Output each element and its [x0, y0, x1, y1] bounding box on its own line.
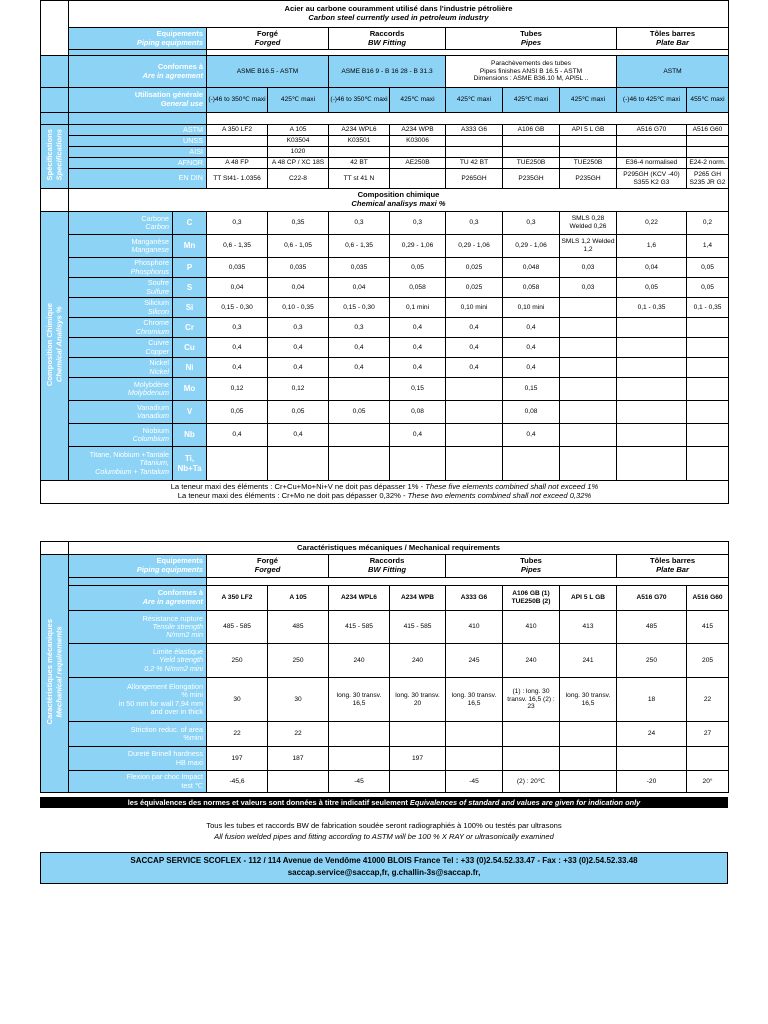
specifications-section: Spécifications Specifications ASTM A 350 LF2 A 105 A234 WPL6 A234 WPB A333 G6 A106 GB API 5 L GB A516 G70 A516 G60 UNSS K03504 K03501 K03006 AISI 1020 AFNOR A 48 FP A 48 CP / XC 18S 42 BT AE250B TU 42 BT TUE250B TUE250B E36-4 normalised E24-2 norm. EN DIN TT St41- 1.0356 C22-8 TT st 41 N P265GH P235GH P235GH P295GH (KCV -40) S355 K2 G3 P265 GH S235 JR G2 — [41, 125, 729, 189]
fitting-header: Raccords BW Fitting — [329, 555, 446, 578]
general-use-label: Utilisation générale General use — [69, 88, 207, 113]
forged-header: Forgé Forged — [207, 555, 329, 578]
forged-header: Forgé Forged — [207, 28, 329, 50]
composition-section: Composition Chimique Chemical Analisys % Carbone Carbon C 0,3 0,35 0,3 0,3 0,3 0,3 SMLS 0,28 Welded 0,26 0,22 0,2 Manganèse Manganese Mn 0,6 - 1,35 0,6 - 1,05 0,6 - 1,35 0,29 - 1,06 0,29 - 1,06 0,29 - 1,06 SMLS 1,2 Welded 1,2 1,6 1,4 Phosphore Phosphorus P 0,035 0,035 0,035 0,05 0,025 0,048 0,03 0,04 0,05 Soufre Sulfure S 0,04 0,04 0,04 0,058 0,025 0,058 0,03 0,05 0,05 Silicium Silicon Si 0,15 - 0,30 0,10 - 0,35 0,15 - 0,30 0,1 mini 0,10 mini 0,10 mini 0,1 - 0,35 0,1 - 0,35 Chrome Chromium Cr 0,3 0,3 0,3 0,4 0,4 0,4 Cuivre Copper Cu 0,4 0,4 0,4 0,4 0,4 0,4 Nickel Nickel Ni 0,4 0,4 0,4 0,4 0,4 0,4 Molybdène Molybdenum Mo 0,12 0,12 0,15 0,15 Vanadium Vanadium V 0,05 0,05 0,05 0,08 0,08 Niobium Columbium Nb 0,4 0,4 0,4 0,4 Titane, Niobium +Tantale Titanium, Columbium + Tantalum Ti, Nb+Ta — [41, 212, 729, 481]
grade-header: A234 WPB — [390, 586, 446, 611]
use-cell: (-)46 to 425℃ maxi — [617, 88, 687, 113]
element-label: Nickel Nickel — [69, 358, 173, 378]
spec-label: AISI — [69, 147, 207, 158]
grade-header: A516 G70 — [617, 586, 687, 611]
element-label: Manganèse Manganese — [69, 235, 173, 258]
radiography-note: Tous les tubes et raccords BW de fabrication soudée seront radiographiés à 100% ou testés par ultrasons All fusion welded pipes and fitting according to ASTM will be 100 % X RAY or ultrasonically examined — [206, 821, 562, 841]
spec-label: UNSS — [69, 136, 207, 147]
use-cell: (-)46 to 350℃ maxi — [207, 88, 268, 113]
element-label: Chrome Chromium — [69, 318, 173, 338]
conformity-pipes: Parachèvements des tubes Pipes finishes ANSI B 16.5 - ASTM Dimensions : ASME B36.10 M, API5L .. — [446, 56, 617, 88]
spec-label: EN DIN — [69, 169, 207, 189]
impact-label: Flexion par choc Impact test ℃ — [69, 771, 207, 793]
grade-header: A516 G60 — [687, 586, 729, 611]
element-label: Carbone Carbon — [69, 212, 173, 235]
pipes-header: Tubes Pipes — [446, 28, 617, 50]
yield-a106: 240 — [503, 644, 560, 678]
element-symbol: P — [173, 258, 207, 278]
steel-spec-table — [40, 0, 729, 504]
element-label: Vanadium Vanadium — [69, 401, 173, 424]
tensile-label: Résistance rupture Tensile strength N/mm2 min — [69, 611, 207, 644]
mechanical-title: Caractéristiques mécaniques / Mechanical requirements — [69, 542, 729, 555]
element-label: Silicium Silicon — [69, 298, 173, 318]
composition-side-label: Composition Chimique Chemical Analisys % — [41, 212, 69, 481]
corner-cell — [41, 1, 69, 56]
element-symbol: S — [173, 278, 207, 298]
grade-header: A106 GB (1) TUE250B (2) — [503, 586, 560, 611]
spec-label: ASTM — [69, 125, 207, 136]
composition-notes: La teneur maxi des éléments : Cr+Cu+Mo+Ni+V ne doit pas dépasser 1% - These five elements combined shall not exceed 1% La teneur maxi des éléments : Cr+Mo ne doit pas dépasser 0,32% - These two elements combined shall not exceed 0,32% — [41, 481, 729, 504]
use-cell: 425℃ maxi — [268, 88, 329, 113]
tensile-a106: 410 — [503, 611, 560, 644]
element-label: Phosphore Phosphorus — [69, 258, 173, 278]
specifications-side-label: Spécifications Specifications — [41, 125, 69, 189]
plate-header: Tôles barres Plate Bar — [617, 28, 729, 50]
element-label: Soufre Sulfure — [69, 278, 173, 298]
element-symbol: Ti, Nb+Ta — [173, 447, 207, 481]
element-symbol: Ni — [173, 358, 207, 378]
grade-header: A333 G6 — [446, 586, 503, 611]
fitting-header: Raccords BW Fitting — [329, 28, 446, 50]
element-symbol: Cr — [173, 318, 207, 338]
grade-header: A234 WPL6 — [329, 586, 390, 611]
conformity-fitting: ASME B16 9 - B 16 28 - B 31.3 — [329, 56, 446, 88]
element-label: Niobium Columbium — [69, 424, 173, 447]
use-cell: 455℃ maxi — [687, 88, 729, 113]
grade-header: A 105 — [268, 586, 329, 611]
element-symbol: C — [173, 212, 207, 235]
use-cell: (-)46 to 350℃ maxi — [329, 88, 390, 113]
conformity-label: Conformes à Are in agreement — [69, 586, 207, 611]
conformity-label: Conformes à Are in agreement — [69, 56, 207, 88]
mechanical-requirements-table: Caractéristiques mécaniques / Mechanical requirements Caractéristiques mécaniques Mechanical requirements Equipements Piping equipments Forgé Forged Raccords BW Fitting Tubes Pipes Tôles barres Plate Bar Conformes à Are in agreement A 350 LF2 A 105 A234 WPL6 A234 WPB A333 G6 A106 GB (1) TUE250B (2) API 5 L GB A516 G70 A516 G60 Résistance rupture Tensile strength N/mm2 min 485 - 585 485 415 - 585 415 - 585 410 410 413 485 415 Limite élastique Yield strength 0,2 % N/mm2 mini 250 250 240 240 245 240 241 250 205 Allongement Elongation % mini in 50 mm for wall 7,94 mm and over in thick 30 30 long. 30 transv. 16,5 long. 30 transv. 20 long. 30 transv. 16,5 (1) : long. 30 transv. 16,5 (2) : 23 long. 30 transv. 16,5 18 22 Striction reduc. of area %mini 22 22 24 27 Dureté Brinell hardness HB maxi 197 187 197 Flexion par choc Impact test ℃ -45,6 -45 -45 (2) : 20℃ -20 20° — [40, 541, 729, 793]
brinell-label: Dureté Brinell hardness HB maxi — [69, 747, 207, 771]
element-symbol: Mn — [173, 235, 207, 258]
grade-header: API 5 L GB — [560, 586, 617, 611]
striction-label: Striction reduc. of area %mini — [69, 722, 207, 747]
spec-label: AFNOR — [69, 158, 207, 169]
conformity-plate: ASTM — [617, 56, 729, 88]
use-cell: 425℃ maxi — [390, 88, 446, 113]
composition-title: Composition chimique Chemical analisys maxi % — [69, 189, 729, 212]
element-label: Titane, Niobium +Tantale Titanium, Columbium + Tantalum — [69, 447, 173, 481]
element-symbol: Mo — [173, 378, 207, 401]
mechanical-side-label: Caractéristiques mécaniques Mechanical requirements — [41, 555, 69, 793]
grade-header: A 350 LF2 — [207, 586, 268, 611]
use-cell: 425℃ maxi — [503, 88, 560, 113]
element-symbol: V — [173, 401, 207, 424]
element-symbol: Nb — [173, 424, 207, 447]
use-cell: 425℃ maxi — [560, 88, 617, 113]
element-label: Cuivre Copper — [69, 338, 173, 358]
plate-header: Tôles barres Plate Bar — [617, 555, 729, 578]
element-label: Molybdène Molybdenum — [69, 378, 173, 401]
use-cell: 425℃ maxi — [446, 88, 503, 113]
element-symbol: Si — [173, 298, 207, 318]
element-symbol: Cu — [173, 338, 207, 358]
pipes-header: Tubes Pipes — [446, 555, 617, 578]
elongation-label: Allongement Elongation % mini in 50 mm for wall 7,94 mm and over in thick — [69, 678, 207, 722]
disclaimer-bar: les équivalences des normes et valeurs sont données à titre indicatif seulement Equivalences of standard and values are given for indication only — [40, 797, 728, 808]
equipment-label: Equipements Piping equipments — [69, 28, 207, 50]
conformity-forged: ASME B16.5 - ASTM — [207, 56, 329, 88]
equipment-label: Equipements Piping equipments — [69, 555, 207, 578]
yield-label: Limite élastique Yield strength 0,2 % N/mm2 mini — [69, 644, 207, 678]
table-title: Acier au carbone couramment utilisé dans l'industrie pétrolière Carbon steel currently used in petroleum industry — [69, 1, 729, 28]
company-footer: SACCAP SERVICE SCOFLEX - 112 / 114 Avenue de Vendôme 41000 BLOIS France Tel : +33 (0)2.54.52.33.47 - Fax : +33 (0)2.54.52.33.48 saccap.service@saccap,fr, g.challin-3s@saccap.fr, — [40, 852, 728, 884]
